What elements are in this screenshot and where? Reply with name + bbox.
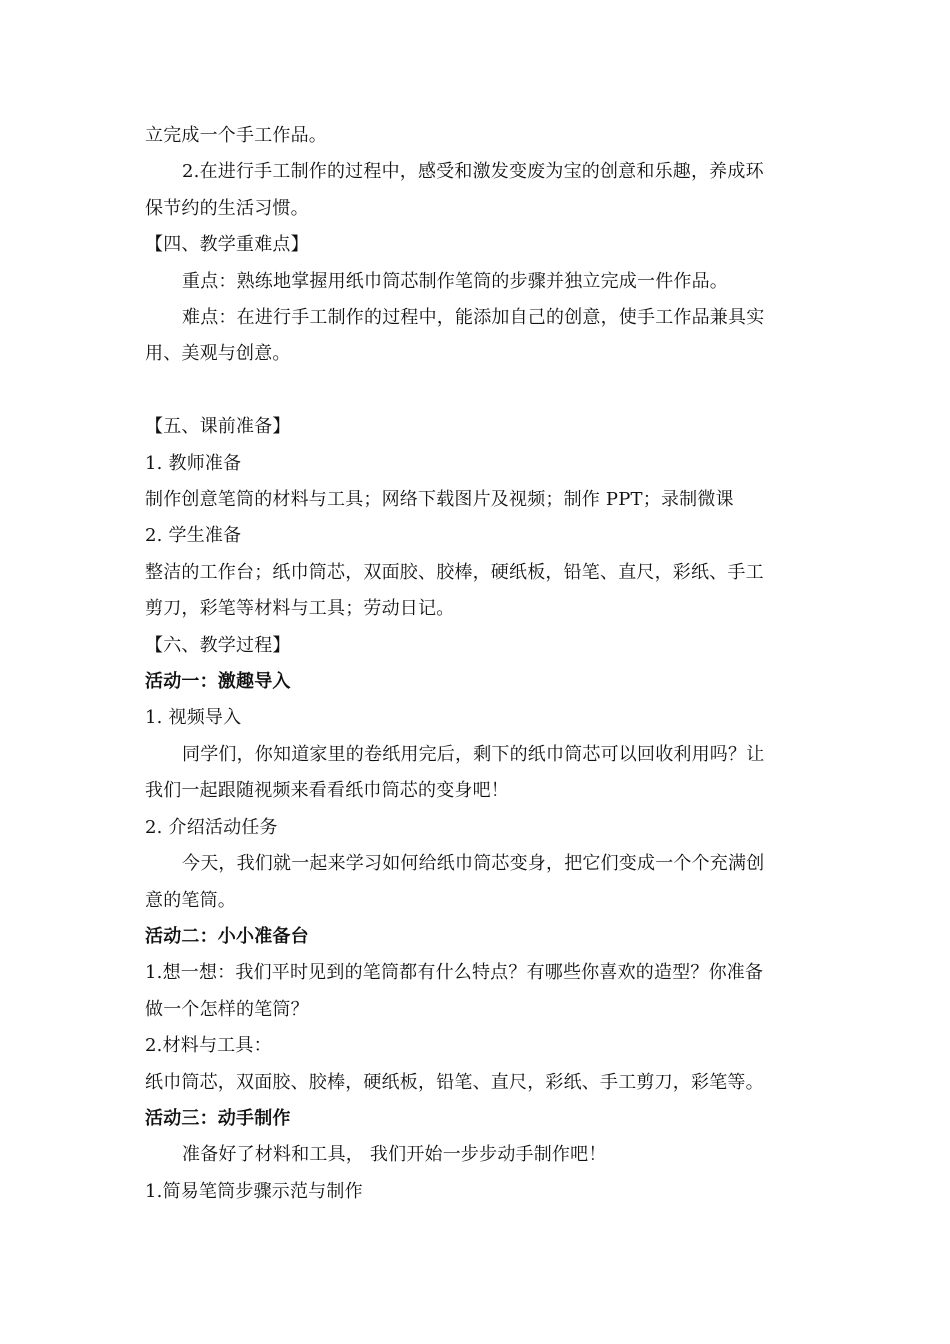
activity-1-heading: 活动一：激趣导入 [145, 671, 291, 693]
materials-list: 纸巾筒芯，双面胶、胶棒，硬纸板，铅笔、直尺，彩纸、手工剪刀，彩笔等。 [145, 1071, 764, 1093]
activity-3-heading: 活动三：动手制作 [145, 1107, 291, 1129]
section-heading-key-points: 【四、教学重难点】 [145, 234, 309, 256]
task-intro-text-continuation: 意的笔筒。 [145, 889, 236, 911]
task-intro-heading: 2. 介绍活动任务 [145, 816, 278, 838]
video-intro-text-continuation: 我们一起跟随视频来看看纸巾筒芯的变身吧！ [145, 780, 509, 802]
think-question: 1.想一想：我们平时见到的笔筒都有什么特点？有哪些你喜欢的造型？你准备 [145, 962, 764, 984]
materials-heading: 2.材料与工具： [145, 1035, 272, 1057]
blank-line [145, 373, 805, 409]
task-intro-text: 今天，我们就一起来学习如何给纸巾筒芯变身，把它们变成一个个充满创 [182, 853, 765, 875]
student-prep-text: 整洁的工作台；纸巾筒芯，双面胶、胶棒，硬纸板，铅笔、直尺，彩纸、手工 [145, 561, 764, 583]
difficulty-text-continuation: 用、美观与创意。 [145, 343, 291, 365]
make-intro-text: 准备好了材料和工具， 我们开始一步步动手制作吧！ [182, 1144, 607, 1166]
think-question-continuation: 做一个怎样的笔筒？ [145, 998, 309, 1020]
video-intro-text: 同学们，你知道家里的卷纸用完后，剩下的纸巾筒芯可以回收利用吗？让 [182, 743, 765, 765]
objective-item-2: 2.在进行手工制作的过程中，感受和激发变废为宝的创意和乐趣，养成环 [182, 161, 764, 183]
paragraph-continuation: 立完成一个手工作品。 [145, 125, 327, 146]
student-prep-text-continuation: 剪刀，彩笔等材料与工具；劳动日记。 [145, 598, 455, 620]
video-intro-heading: 1. 视频导入 [145, 707, 242, 729]
simple-holder-steps-heading: 1.简易笔筒步骤示范与制作 [145, 1180, 363, 1202]
student-prep-heading: 2. 学生准备 [145, 525, 242, 547]
section-heading-preparation: 【五、课前准备】 [145, 416, 291, 438]
objective-item-2-continuation: 保节约的生活习惯。 [145, 197, 309, 219]
teacher-prep-text: 制作创意笔筒的材料与工具；网络下载图片及视频；制作 PPT；录制微课 [145, 489, 734, 511]
section-heading-process: 【六、教学过程】 [145, 634, 291, 656]
activity-2-heading: 活动二：小小准备台 [145, 925, 309, 947]
key-point-text: 重点：熟练地掌握用纸巾筒芯制作笔筒的步骤并独立完成一件作品。 [182, 270, 728, 292]
document-body [145, 118, 805, 1210]
difficulty-text: 难点：在进行手工制作的过程中，能添加自己的创意，使手工作品兼具实 [182, 307, 765, 329]
teacher-prep-heading: 1. 教师准备 [145, 452, 242, 474]
